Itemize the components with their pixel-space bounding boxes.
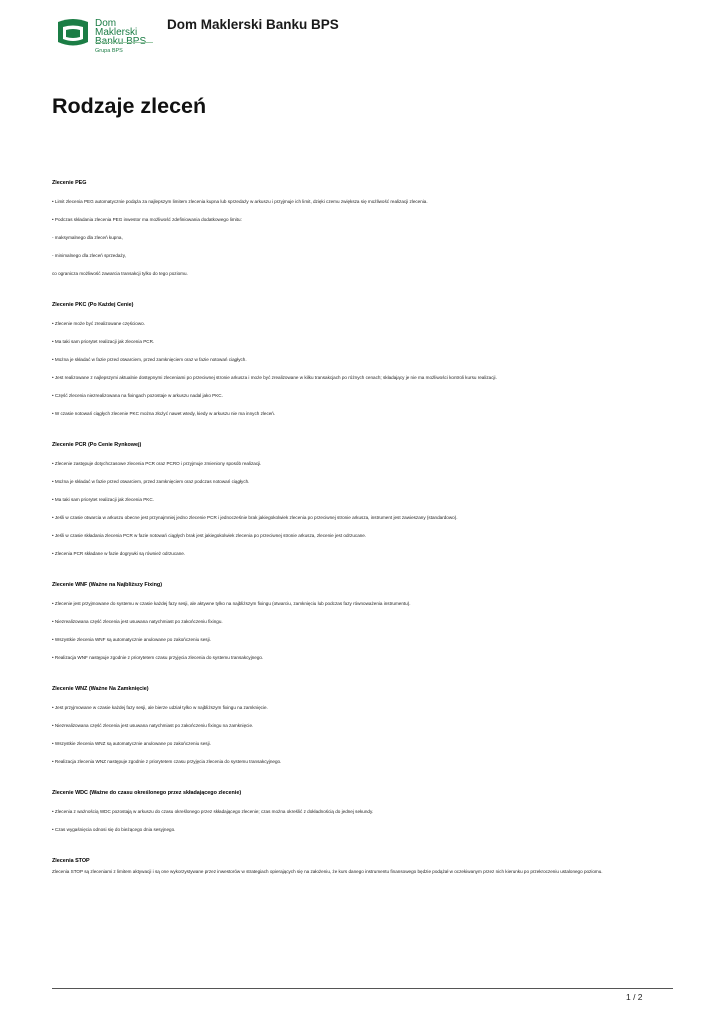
section-heading: Zlecenie PKC (Po Każdej Cenie): [52, 302, 134, 308]
section-heading: Zlecenie WNF (Ważne na Najbliższy Fixing): [52, 582, 163, 588]
section-paragraph: - minimalnego dla zleceń sprzedaży,: [52, 253, 126, 258]
section-paragraph: • Część zlecenia niezrealizowana na fixingach pozostaje w arkuszu nadal jako PKC.: [52, 393, 223, 398]
section-paragraph: • Jest przyjmowane w czasie każdej fazy sesji, ale bierze udział tylko w najbliższym fixingu na zamknięcie.: [52, 705, 268, 710]
section-paragraph: • Zlecenia z ważnością WDC pozostają w arkuszu do czasu określonego przez składającego zlecenie; czas można określić z dokładnością do jednej sekundy.: [52, 809, 374, 814]
stop-order-section: [52, 858, 672, 879]
section-paragraph: • Wszystkie zlecenia WNZ są automatycznie anulowane po zakończeniu sesji.: [52, 741, 211, 746]
section-paragraph: • Zlecenie zastępuje dotychczasowe zlecenia PCR oraz PCRO i przyjmuje zmieniony sposób realizacji.: [52, 461, 262, 466]
order-type-section: [52, 582, 672, 661]
footer-divider: [52, 988, 673, 989]
page-number: 1 / 2: [626, 992, 643, 1002]
page-title: Rodzaje zleceń: [52, 94, 207, 118]
section-paragraph: • Czas wygaśnięcia odnosi się do bieżącego dnia sesyjnego.: [52, 827, 176, 832]
document-body: [52, 180, 672, 879]
section-heading: Zlecenie PEG: [52, 180, 87, 186]
section-paragraph: • Zlecenie jest przyjmowane do systemu w czasie każdej fazy sesji, ale aktywne tylko na najbliższym fixingu (otwarciu, zamknięciu lub podczas fazy równoważenia instrumentu).: [52, 601, 411, 606]
order-type-section: [52, 180, 672, 277]
logo-group: Grupa BPS: [95, 48, 123, 54]
section-paragraph: • Jest realizowane z najlepszymi aktualnie dostępnymi zleceniami po przeciwnej stronie arkusza i może być zrealizowane w kilku transakcjach po różnych cenach; składający je nie ma możliwości kontroli kursu realizacji.: [52, 375, 497, 380]
section-paragraph: • Jeśli w czasie składania zlecenia PCR w fazie notowań ciągłych brak jest jakiegokolwiek zlecenia po przeciwnej stronie arkusza, zlecenie jest odrzucane.: [52, 533, 367, 538]
logo-wordmark: [95, 19, 155, 54]
section-paragraph: • Limit zlecenia PEG automatycznie podąża za najlepszym limitem zlecenia kupna lub sprzedaży w arkuszu i przyjmuje ich limit, dzięki czemu zwiększa się możliwość realizacji zlecenia.: [52, 199, 428, 204]
section-paragraph: - maksymalnego dla zleceń kupna,: [52, 235, 123, 240]
section-paragraph: • Ma taki sam priorytet realizacji jak zlecenia PCR.: [52, 339, 155, 344]
bank-logo[interactable]: [55, 18, 155, 54]
order-type-section: [52, 302, 672, 417]
logo-mark-icon: [55, 18, 91, 49]
section-heading: Zlecenie WDC (Ważne do czasu określonego przez składającego zlecenie): [52, 790, 242, 796]
section-paragraph: • Można je składać w fazie przed otwarciem, przed zamknięciem oraz w fazie notowań ciągłych.: [52, 357, 247, 362]
section-paragraph: • Podczas składania zlecenia PEG inwestor ma możliwość zdefiniowania dodatkowego limitu:: [52, 217, 242, 222]
order-type-section: [52, 442, 672, 557]
section-paragraph: • Można je składać w fazie przed otwarciem, przed zamknięciem oraz podczas notowań ciągłych.: [52, 479, 250, 484]
stop-description: Zlecenia STOP są zleceniami z limitem aktywacji i są one wykorzystywane przez inwestorów w strategiach opierających się na założeniu, że kurs danego instrumentu finansowego będzie podążał w oczekiwanym przez nich kierunku po przekroczeniu ustalonego poziomu.: [52, 869, 603, 874]
section-paragraph: • Jeśli w czasie otwarcia w arkuszu obecne jest przynajmniej jedno zlecenie PCR i jednocześnie brak jakiegokolwiek zlecenia po przeciwnej stronie arkusza, instrument jest zawieszany (standardowo).: [52, 515, 458, 520]
page-header: [55, 15, 675, 54]
section-paragraph: • Zlecenie może być zrealizowane częściowo.: [52, 321, 146, 326]
section-paragraph: • Ma taki sam priorytet realizacji jak zlecenia PKC.: [52, 497, 154, 502]
section-paragraph: • Niezrealizowana część zlecenia jest usuwana natychmiast po zakończeniu fixingu na zamknięcie.: [52, 723, 254, 728]
section-paragraph: • Zlecenia PCR składane w fazie dogrywki są również odrzucane.: [52, 551, 186, 556]
section-paragraph: • Niezrealizowana część zlecenia jest usuwana natychmiast po zakończeniu fixingu.: [52, 619, 223, 624]
section-paragraph: co ogranicza możliwość zawarcia transakcji tylko do tego poziomu.: [52, 271, 188, 276]
site-title: Dom Maklerski Banku BPS: [167, 17, 339, 32]
section-heading: Zlecenie PCR (Po Cenie Rynkowej): [52, 442, 142, 448]
logo-line1: Dom Maklerski: [95, 18, 138, 38]
section-paragraph: • Realizacja zlecenia WNZ następuje zgodnie z priorytetem czasu przyjęcia zlecenia do systemu transakcyjnego.: [52, 759, 282, 764]
section-paragraph: • W czasie notowań ciągłych zlecenie PKC można złożyć nawet wtedy, kiedy w arkuszu nie ma innych zleceń.: [52, 411, 276, 416]
order-type-section: [52, 790, 672, 833]
section-heading: Zlecenie WNZ (Ważne Na Zamknięcie): [52, 686, 149, 692]
section-paragraph: • Realizacja WNF następuje zgodnie z priorytetem czasu przyjęcia zlecenia do systemu transakcyjnego.: [52, 655, 264, 660]
order-type-section: [52, 686, 672, 765]
section-heading: Zlecenia STOP: [52, 858, 90, 864]
section-paragraph: • Wszystkie zlecenia WNF są automatycznie anulowane po zakończeniu sesji.: [52, 637, 211, 642]
logo-underline: [95, 42, 153, 43]
